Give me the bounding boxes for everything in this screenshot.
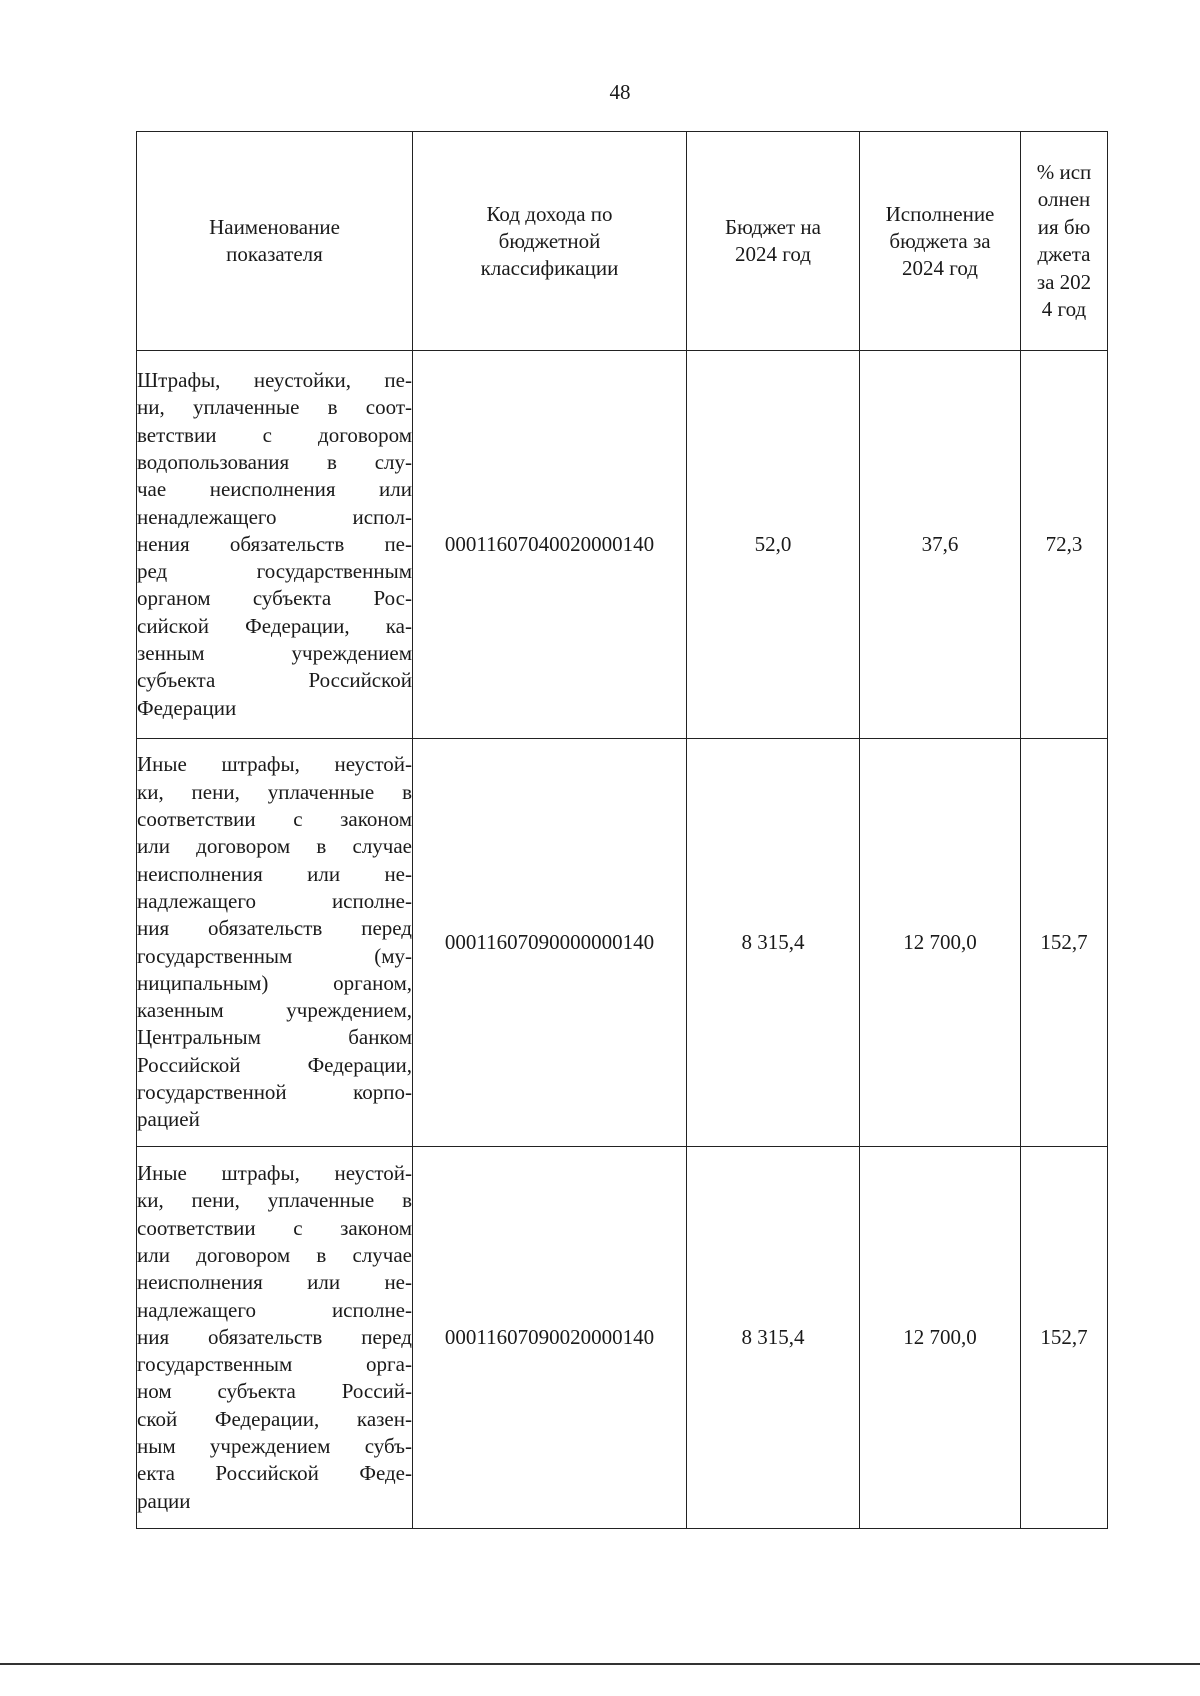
row-name-line: ненадлежащего испол- bbox=[137, 504, 412, 529]
header-execution-label: Исполнение бюджета за 2024 год bbox=[885, 201, 995, 280]
row-name-line: ниципальным) органом, bbox=[137, 970, 412, 995]
header-budget-label: Бюджет на 2024 год bbox=[725, 215, 821, 266]
row-percent: 152,7 bbox=[1021, 739, 1108, 1147]
row-name-line: ном субъекта Россий- bbox=[137, 1379, 412, 1404]
row-budget: 8 315,4 bbox=[687, 1147, 860, 1529]
row-name-line: ни, уплаченные в соот- bbox=[137, 395, 412, 420]
row-name-line: екта Российской Феде- bbox=[137, 1461, 412, 1486]
row-name-line: казенным учреждением, bbox=[137, 998, 412, 1023]
row-name-line: Российской Федерации, bbox=[137, 1052, 412, 1077]
row-name-line: водопользования в слу- bbox=[137, 449, 412, 474]
table-header-row bbox=[137, 132, 1108, 351]
header-budget bbox=[687, 132, 860, 351]
row-name-line: субъекта Российской bbox=[137, 668, 412, 693]
header-code-label: Код дохода по бюджетной классификации bbox=[480, 201, 619, 280]
row-name-line: надлежащего исполне- bbox=[137, 888, 412, 913]
table-row bbox=[137, 1147, 1108, 1529]
row-name-line: ветствии с договором bbox=[137, 422, 412, 447]
row-name-line: ской Федерации, казен- bbox=[137, 1406, 412, 1431]
bottom-rule bbox=[0, 1663, 1200, 1665]
row-budget: 8 315,4 bbox=[687, 739, 860, 1147]
row-name-line: неисполнения или не- bbox=[137, 861, 412, 886]
row-name-line: Федерации bbox=[137, 695, 237, 720]
row-name-line: рацией bbox=[137, 1107, 200, 1132]
budget-table bbox=[136, 131, 1108, 1529]
row-name-line: надлежащего исполне- bbox=[137, 1297, 412, 1322]
page-number: 48 bbox=[609, 80, 631, 104]
row-name-line: рации bbox=[137, 1488, 191, 1513]
row-name-line: органом субъекта Рос- bbox=[137, 586, 412, 611]
row-name-line: сийской Федерации, ка- bbox=[137, 613, 412, 638]
row-name bbox=[137, 751, 412, 1133]
row-execution: 37,6 bbox=[860, 351, 1021, 739]
row-code: 00011607040020000140 bbox=[413, 351, 687, 739]
row-code: 00011607090000000140 bbox=[413, 739, 687, 1147]
row-name-line: соответствии с законом bbox=[137, 1215, 412, 1240]
table-row bbox=[137, 351, 1108, 739]
row-budget: 52,0 bbox=[687, 351, 860, 739]
row-name-line: зенным учреждением bbox=[137, 641, 412, 666]
row-name bbox=[137, 1160, 412, 1515]
row-name-line: Центральным банком bbox=[137, 1025, 412, 1050]
row-name-line: ния обязательств перед bbox=[137, 1324, 412, 1349]
row-name-line: Иные штрафы, неустой- bbox=[137, 752, 412, 777]
row-name-line: государственной корпо- bbox=[137, 1079, 412, 1104]
row-name-line: ки, пени, уплаченные в bbox=[137, 779, 412, 804]
row-name-cell bbox=[137, 1147, 413, 1529]
header-percent-label: % исполнения бюджета за 2024 год bbox=[1036, 159, 1092, 321]
row-name-line: соответствии с законом bbox=[137, 807, 412, 832]
header-code bbox=[413, 132, 687, 351]
header-execution bbox=[860, 132, 1021, 351]
header-percent bbox=[1021, 132, 1108, 351]
row-name-line: или договором в случае bbox=[137, 834, 412, 859]
row-name-line: неисполнения или не- bbox=[137, 1270, 412, 1295]
row-execution: 12 700,0 bbox=[860, 739, 1021, 1147]
row-percent: 152,7 bbox=[1021, 1147, 1108, 1529]
row-name-line: Штрафы, неустойки, пе- bbox=[137, 368, 412, 393]
row-name-cell bbox=[137, 739, 413, 1147]
row-name-line: нения обязательств пе- bbox=[137, 531, 412, 556]
row-name-line: ния обязательств перед bbox=[137, 916, 412, 941]
row-name-line: государственным орга- bbox=[137, 1352, 412, 1377]
row-name-cell bbox=[137, 351, 413, 739]
row-name-line: ным учреждением субъ- bbox=[137, 1434, 412, 1459]
row-name-line: государственным (му- bbox=[137, 943, 412, 968]
row-name bbox=[137, 367, 412, 722]
row-name-line: чае неисполнения или bbox=[137, 477, 412, 502]
row-percent: 72,3 bbox=[1021, 351, 1108, 739]
header-name bbox=[137, 132, 413, 351]
row-execution: 12 700,0 bbox=[860, 1147, 1021, 1529]
row-name-line: ки, пени, уплаченные в bbox=[137, 1188, 412, 1213]
row-name-line: ред государственным bbox=[137, 559, 412, 584]
row-name-line: Иные штрафы, неустой- bbox=[137, 1161, 412, 1186]
table-row bbox=[137, 739, 1108, 1147]
header-name-label: Наименование показателя bbox=[209, 215, 340, 266]
row-name-line: или договором в случае bbox=[137, 1242, 412, 1267]
row-code: 00011607090020000140 bbox=[413, 1147, 687, 1529]
